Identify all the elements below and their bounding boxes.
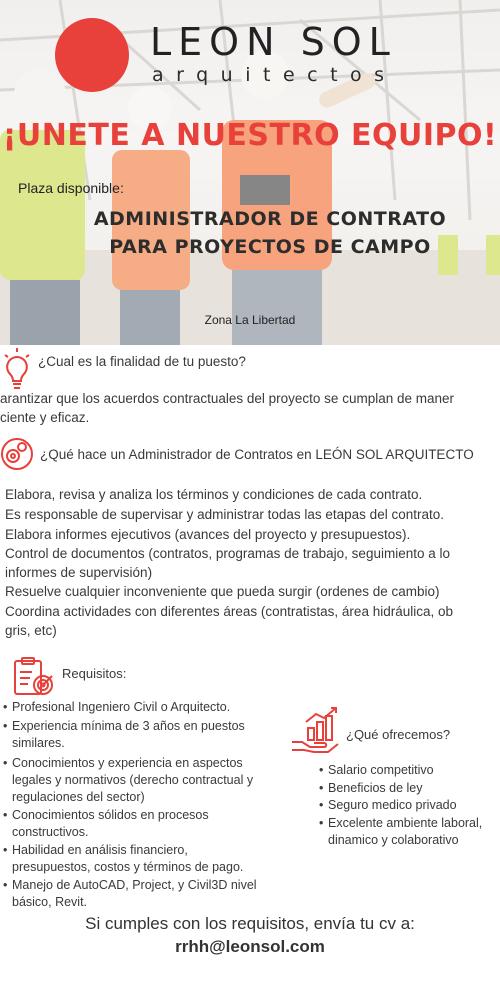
requirement-item-4: • Conocimientos sólidos en procesos [12, 807, 209, 824]
contact-email[interactable]: rrhh@leonsol.com [175, 937, 325, 956]
position-title-line-2: PARA PROYECTOS DE CAMPO [109, 236, 431, 258]
offer-item-1: • Salario competitivo [328, 762, 434, 779]
purpose-answer-line-2: ciente y eficaz. [0, 410, 90, 425]
offer-item-2: • Beneficios de ley [328, 780, 423, 797]
requirement-item-5-cont: presupuestos, costos y términos de pago. [12, 860, 244, 874]
hand-growth-chart-icon [290, 706, 342, 754]
brand-subtitle: arquitectos [152, 64, 397, 86]
duty-item-6: Coordina actividades con diferentes áreas (contratistas, área hidráulica, ob [5, 604, 453, 619]
lightbulb-icon [3, 347, 31, 391]
offer-item-4-cont: dinamico y colaborativo [328, 833, 459, 847]
requirements-title: Requisitos: [62, 666, 127, 681]
gears-icon [0, 436, 34, 472]
logo-circle-icon [55, 18, 129, 92]
purpose-question: ¿Cual es la finalidad de tu puesto? [38, 354, 246, 369]
clipboard-target-icon [12, 656, 54, 698]
requirement-item-3-cont-2: regulaciones del sector) [12, 790, 145, 804]
requirement-item-3-cont-1: legales y normativos (derecho contractual y [12, 773, 254, 787]
duty-item-4-cont: informes de supervisión) [5, 565, 153, 580]
requirement-item-4-cont: constructivos. [12, 825, 89, 839]
duty-item-6-cont: gris, etc) [5, 623, 57, 638]
plaza-label: Plaza disponible: [18, 180, 124, 196]
duty-item-1: Elabora, revisa y analiza los términos y condiciones de cada contrato. [5, 487, 423, 502]
offer-title: ¿Qué ofrecemos? [346, 727, 451, 742]
duty-item-5: Resuelve cualquier inconveniente que pueda surgir (ordenes de cambio) [5, 584, 440, 599]
offer-item-3: • Seguro medico privado [328, 797, 457, 814]
zone-label: Zona La Libertad [204, 313, 296, 327]
requirement-item-3: • Conocimientos y experiencia en aspectos [12, 755, 243, 772]
headline: ¡UNETE A NUESTRO EQUIPO! [2, 118, 498, 153]
requirement-item-6-cont: básico, Revit. [12, 895, 88, 909]
brand-name: LEON SOL [150, 20, 397, 64]
duty-item-3: Elabora informes ejecutivos (avances del proyecto y presupuestos). [5, 527, 411, 542]
requirement-item-6: • Manejo de AutoCAD, Project, y Civil3D nivel [12, 877, 257, 894]
requirement-item-1: • Profesional Ingeniero Civil o Arquitecto. [12, 699, 230, 716]
duties-question: ¿Qué hace un Administrador de Contratos en LEÓN SOL ARQUITECTO [40, 447, 474, 462]
purpose-answer-line-1: arantizar que los acuerdos contractuales del proyecto se cumplan de maner [0, 391, 455, 406]
position-title-line-1: ADMINISTRADOR DE CONTRATO [93, 208, 447, 230]
requirement-item-2-cont: similares. [12, 736, 65, 750]
duty-item-4: Control de documentos (contratos, programas de trabajo, seguimiento a lo [5, 546, 450, 561]
hero-banner [0, 0, 500, 345]
offer-item-4: • Excelente ambiente laboral, [328, 815, 482, 832]
cta-text: Si cumples con los requisitos, envía tu cv a: [85, 914, 415, 933]
requirement-item-2: • Experiencia mínima de 3 años en puestos [12, 718, 245, 735]
duty-item-2: Es responsable de supervisar y administrar todas las etapas del contrato. [5, 507, 444, 522]
requirement-item-5: • Habilidad en análisis financiero, [12, 842, 188, 859]
